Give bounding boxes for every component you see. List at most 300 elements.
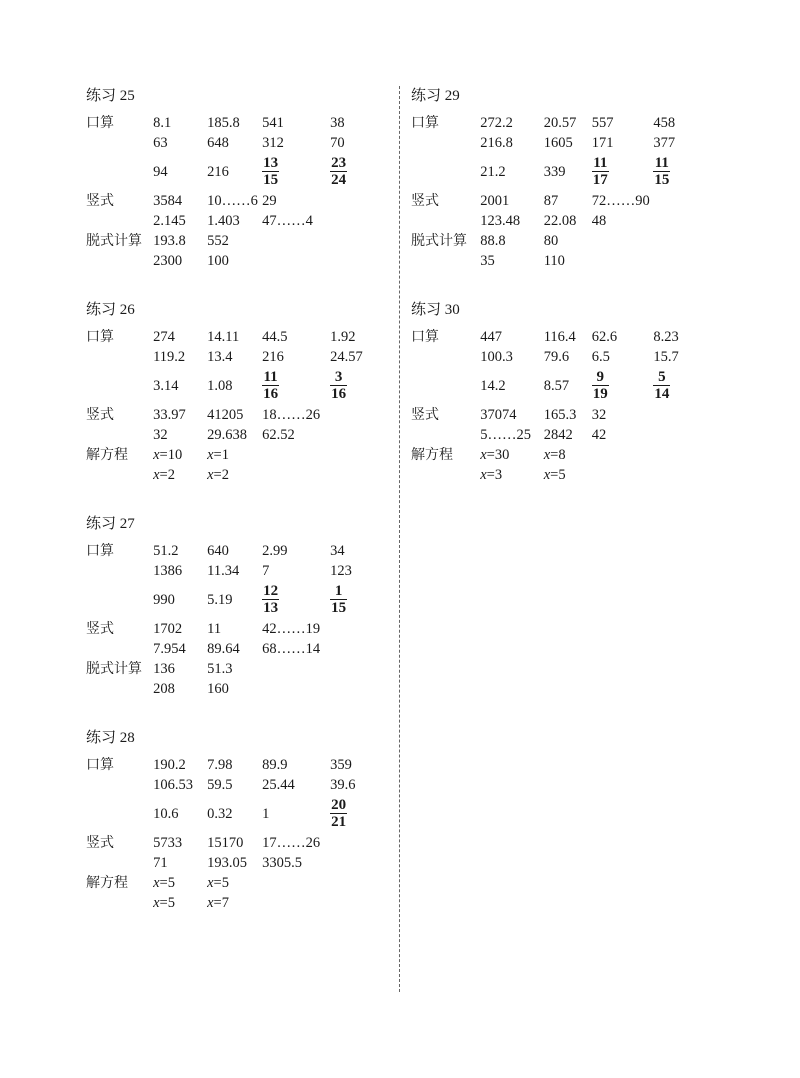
answer-cell: 15.7 (653, 349, 679, 365)
exercise-number: 25 (119, 88, 135, 104)
row-label (86, 153, 153, 191)
answer-cell: 1605 (543, 135, 573, 151)
row-label: 脱式计算 (411, 233, 467, 249)
answer-cell (653, 465, 711, 485)
row-label: 竖式 (86, 621, 114, 637)
row-label: 竖式 (86, 193, 114, 209)
answer-cell: 20.57 (543, 115, 577, 131)
row-label: 解方程 (86, 875, 128, 891)
answer-cell (330, 639, 386, 659)
answer-row (86, 561, 386, 581)
answer-row (411, 113, 711, 133)
exercise-title (86, 512, 386, 534)
answer-cell (544, 445, 592, 465)
answer-cell: 80 (543, 233, 559, 249)
answer-cell: 51.3 (207, 661, 233, 677)
answer-cell: 15170 (207, 835, 244, 851)
answer-cell: 165.3 (543, 407, 577, 423)
answer-cell: 7.98 (207, 757, 233, 773)
answer-cell: 87 (543, 193, 559, 209)
answer-cell: 2842 (543, 427, 573, 443)
answer-cell (330, 367, 386, 405)
equation-variable: x (153, 467, 160, 483)
fraction-denominator: 17 (592, 172, 608, 189)
answer-cell (153, 873, 207, 893)
answer-cell (262, 367, 330, 405)
answer-cell: 190.2 (153, 757, 186, 773)
answer-row (86, 251, 386, 271)
answer-cell (544, 465, 592, 485)
answer-cell (330, 873, 386, 893)
answer-row (86, 659, 386, 679)
answer-cell: 70 (330, 135, 345, 151)
answer-cell: 10.6 (153, 806, 179, 822)
equation-value: =1 (213, 447, 229, 463)
answer-row (86, 367, 386, 405)
row-label (411, 465, 480, 485)
answer-cell (330, 619, 386, 639)
equation-variable: x (207, 875, 214, 891)
answer-row (86, 639, 386, 659)
answer-cell: 62.52 (262, 427, 295, 443)
row-label (86, 639, 153, 659)
answer-row (86, 405, 386, 425)
answer-cell: 8.1 (153, 115, 172, 131)
fraction-denominator: 14 (654, 386, 670, 403)
answer-row (411, 251, 711, 271)
fraction-denominator: 15 (263, 172, 279, 189)
row-label: 口算 (86, 543, 114, 559)
answer-row (411, 231, 711, 251)
answer-row (86, 755, 386, 775)
exercise-section (86, 84, 386, 271)
row-label (86, 347, 153, 367)
answer-cell: 32 (591, 407, 607, 423)
answer-cell (153, 445, 207, 465)
answer-cell: 3584 (153, 193, 183, 209)
row-label: 解方程 (86, 447, 128, 463)
answer-cell (592, 445, 654, 465)
exercise-title-text: 练习 (86, 86, 117, 104)
row-label (411, 347, 480, 367)
answer-cell: 94 (153, 164, 168, 180)
fraction-numerator: 5 (658, 369, 666, 386)
answer-row (411, 465, 711, 485)
row-label (86, 853, 153, 873)
row-label: 脱式计算 (86, 233, 142, 249)
left-column (86, 84, 386, 940)
answer-cell: 48 (591, 213, 607, 229)
answer-cell: 272.2 (480, 115, 513, 131)
answer-cell: 458 (653, 115, 676, 131)
answer-row (86, 679, 386, 699)
row-label (411, 367, 480, 405)
equation-value: =30 (486, 447, 510, 463)
answer-cell: 216 (262, 349, 284, 365)
fraction-denominator: 15 (654, 172, 670, 189)
answer-cell: 2.145 (153, 213, 186, 229)
fraction-denominator: 24 (331, 172, 347, 189)
row-label (86, 795, 153, 833)
answer-cell: 51.2 (153, 543, 179, 559)
answer-cell: 79.6 (543, 349, 570, 365)
answer-cell: 5……25 (480, 427, 531, 443)
row-label (86, 581, 153, 619)
exercise-section (411, 84, 711, 271)
fraction-denominator: 19 (592, 386, 608, 403)
answer-cell: 339 (543, 164, 566, 180)
answer-cell (653, 211, 711, 231)
answer-cell (592, 153, 654, 191)
answer-cell: 552 (207, 233, 229, 249)
answer-cell: 8.23 (653, 329, 679, 345)
answer-cell (592, 251, 654, 271)
exercise-section (411, 298, 711, 485)
answer-cell: 2300 (153, 253, 183, 269)
answer-cell (330, 679, 386, 699)
answer-row (411, 445, 711, 465)
answer-cell: 14.2 (480, 378, 506, 394)
answer-cell: 3305.5 (262, 855, 302, 871)
answer-cell: 89.64 (207, 641, 240, 657)
answer-cell (262, 873, 330, 893)
answer-cell (592, 367, 654, 405)
answer-cell: 216.8 (480, 135, 513, 151)
exercise-section (86, 298, 386, 485)
answer-cell (207, 893, 262, 913)
exercise-title (411, 298, 711, 320)
answer-cell (653, 191, 711, 211)
answer-row (86, 853, 386, 873)
answer-cell (207, 465, 262, 485)
exercise-number: 27 (119, 516, 135, 532)
answer-cell: 1 (262, 806, 270, 822)
equation-value: =5 (550, 467, 566, 483)
exercise-title-text: 练习 (411, 86, 442, 104)
answer-cell: 6.5 (591, 349, 610, 365)
answer-cell (262, 153, 330, 191)
row-label: 脱式计算 (86, 661, 142, 677)
fraction-numerator: 23 (331, 155, 347, 172)
equation-variable: x (153, 895, 160, 911)
answer-cell (653, 251, 711, 271)
answer-cell (207, 873, 262, 893)
answer-cell (262, 465, 330, 485)
row-label (86, 561, 153, 581)
exercise-number: 28 (119, 730, 135, 746)
answer-row (86, 211, 386, 231)
equation-value: =5 (159, 875, 175, 891)
exercise-section (86, 726, 386, 913)
exercise-number: 30 (444, 302, 460, 318)
fraction-denominator: 21 (331, 814, 347, 831)
answer-cell (262, 893, 330, 913)
fraction (330, 797, 347, 830)
row-label (86, 465, 153, 485)
answer-row (411, 367, 711, 405)
answer-cell: 29.638 (207, 427, 247, 443)
exercise-title (86, 298, 386, 320)
fraction-numerator: 3 (334, 369, 343, 386)
row-label: 竖式 (86, 835, 114, 851)
equation-value: =2 (213, 467, 229, 483)
row-label (86, 211, 153, 231)
answer-cell (330, 445, 386, 465)
row-label: 竖式 (86, 407, 114, 423)
answer-cell (330, 251, 386, 271)
answer-cell (262, 251, 330, 271)
answer-cell (330, 795, 386, 833)
answer-cell: 32 (153, 427, 168, 443)
row-label (86, 133, 153, 153)
answer-cell: 21.2 (480, 164, 506, 180)
row-label: 口算 (86, 757, 114, 773)
answer-cell: 42 (591, 427, 607, 443)
answer-cell: 68……14 (262, 641, 321, 657)
answer-cell: 10……6 (207, 193, 258, 209)
answer-cell: 47……4 (262, 213, 313, 229)
answer-row (86, 581, 386, 619)
row-label (86, 775, 153, 795)
answer-cell: 0.32 (207, 806, 233, 822)
answer-cell: 557 (591, 115, 614, 131)
exercise-number: 26 (119, 302, 135, 318)
answer-cell: 106.53 (153, 777, 193, 793)
answer-cell (330, 153, 386, 191)
answer-cell: 8.57 (543, 378, 570, 394)
fraction-numerator: 11 (654, 155, 669, 172)
answer-cell: 63 (153, 135, 168, 151)
equation-variable: x (543, 467, 551, 483)
answer-cell (330, 659, 386, 679)
answer-cell: 1.403 (207, 213, 240, 229)
answer-cell: 447 (480, 329, 502, 345)
equation-variable: x (543, 447, 551, 463)
answer-row (411, 191, 711, 211)
exercise-title-text: 练习 (411, 300, 442, 318)
answer-row (86, 113, 386, 133)
answer-cell (653, 153, 711, 191)
exercise-section (86, 512, 386, 699)
answer-row (86, 133, 386, 153)
answer-cell: 100.3 (480, 349, 513, 365)
equation-value: =2 (159, 467, 175, 483)
answer-cell: 62.6 (591, 329, 618, 345)
row-label: 口算 (86, 329, 114, 345)
answer-cell (207, 445, 262, 465)
answer-cell: 100 (207, 253, 229, 269)
answer-cell: 7.954 (153, 641, 186, 657)
answer-cell: 89.9 (262, 757, 288, 773)
answer-cell: 2.99 (262, 543, 288, 559)
exercise-title (411, 84, 711, 106)
answer-cell: 71 (153, 855, 168, 871)
answer-cell: 34 (330, 543, 345, 559)
answer-cell: 1.92 (330, 329, 356, 345)
answer-cell: 7 (262, 563, 270, 579)
answer-cell: 5.19 (207, 592, 233, 608)
fraction-numerator: 9 (596, 369, 605, 386)
answer-cell: 1386 (153, 563, 183, 579)
answer-cell: 1.08 (207, 378, 233, 394)
answer-cell: 2001 (480, 193, 510, 209)
answer-row (411, 327, 711, 347)
answer-cell: 171 (591, 135, 614, 151)
row-label (411, 153, 480, 191)
row-label: 解方程 (411, 447, 453, 463)
row-label: 竖式 (411, 407, 439, 423)
row-label: 口算 (86, 115, 114, 131)
answer-cell (262, 445, 330, 465)
fraction-numerator: 20 (331, 797, 347, 814)
exercise-title-text: 练习 (86, 728, 117, 746)
fraction (262, 369, 279, 402)
exercise-title (86, 84, 386, 106)
answer-cell: 25.44 (262, 777, 295, 793)
fraction (330, 155, 347, 188)
answer-cell: 11 (207, 621, 222, 637)
answer-cell: 88.8 (480, 233, 506, 249)
equation-variable: x (207, 447, 214, 463)
row-label: 口算 (411, 115, 439, 131)
equation-value: =5 (159, 895, 175, 911)
row-label (86, 367, 153, 405)
equation-value: =8 (550, 447, 566, 463)
answer-cell: 123 (330, 563, 352, 579)
answer-row (86, 541, 386, 561)
answer-cell: 160 (207, 681, 229, 697)
answer-cell (330, 893, 386, 913)
answer-cell: 13.4 (207, 349, 233, 365)
answer-cell: 38 (330, 115, 345, 131)
answer-cell (480, 465, 543, 485)
answer-cell (653, 445, 711, 465)
answer-cell: 119.2 (153, 349, 186, 365)
answer-cell: 640 (207, 543, 229, 559)
equation-variable: x (153, 447, 160, 463)
answer-cell: 193.05 (207, 855, 247, 871)
answer-cell (653, 231, 711, 251)
fraction-denominator: 13 (263, 600, 279, 617)
answer-cell: 193.8 (153, 233, 186, 249)
answer-row (86, 619, 386, 639)
exercise-title (86, 726, 386, 748)
answer-cell: 24.57 (330, 349, 363, 365)
answer-cell: 1702 (153, 621, 183, 637)
answer-cell: 17……26 (262, 835, 321, 851)
answer-cell: 37074 (480, 407, 517, 423)
answer-row (86, 775, 386, 795)
answer-row (86, 231, 386, 251)
answer-cell (330, 581, 386, 619)
answer-cell (330, 833, 386, 853)
answer-row (86, 833, 386, 853)
answer-row (86, 191, 386, 211)
equation-variable: x (480, 447, 487, 463)
row-label (86, 893, 153, 913)
answer-cell: 33.97 (153, 407, 186, 423)
equation-value: =3 (486, 467, 503, 483)
answer-cell: 22.08 (543, 213, 577, 229)
row-label: 竖式 (411, 193, 439, 209)
answer-cell (153, 465, 207, 485)
answer-cell (592, 465, 654, 485)
fraction (330, 583, 347, 616)
answer-cell: 59.5 (207, 777, 233, 793)
answer-row (86, 445, 386, 465)
row-label (411, 251, 480, 271)
answer-cell: 3.14 (153, 378, 179, 394)
column-divider (399, 86, 400, 992)
equation-value: =5 (213, 875, 229, 891)
fraction-numerator: 12 (263, 583, 279, 600)
answer-cell (330, 853, 386, 873)
equation-variable: x (480, 467, 487, 483)
answer-cell: 541 (262, 115, 284, 131)
fraction (330, 369, 347, 402)
answer-cell (480, 445, 543, 465)
fraction (653, 155, 670, 188)
answer-cell: 648 (207, 135, 229, 151)
answer-cell (653, 367, 711, 405)
answer-cell (330, 465, 386, 485)
row-label (411, 425, 480, 445)
answer-cell: 216 (207, 164, 229, 180)
answer-cell (330, 231, 386, 251)
equation-value: =7 (213, 895, 229, 911)
answer-cell: 72……90 (591, 193, 650, 209)
answer-cell: 312 (262, 135, 284, 151)
answer-cell (592, 231, 654, 251)
answer-row (86, 327, 386, 347)
row-label (411, 133, 480, 153)
answer-cell: 39.6 (330, 777, 356, 793)
answer-cell (330, 191, 386, 211)
answer-cell: 185.8 (207, 115, 240, 131)
answer-row (411, 405, 711, 425)
answer-cell (330, 405, 386, 425)
answer-row (86, 465, 386, 485)
answer-cell (330, 425, 386, 445)
right-column (411, 84, 711, 512)
row-label (86, 425, 153, 445)
answer-cell: 11.34 (207, 563, 240, 579)
equation-variable: x (207, 895, 214, 911)
row-label (86, 251, 153, 271)
answer-cell: 990 (153, 592, 175, 608)
row-label (86, 679, 153, 699)
answer-cell: 41205 (207, 407, 244, 423)
answer-cell (330, 211, 386, 231)
answer-cell: 274 (153, 329, 175, 345)
answer-row (86, 893, 386, 913)
answer-cell (262, 581, 330, 619)
fraction (262, 583, 279, 616)
answer-cell: 359 (330, 757, 352, 773)
fraction (653, 369, 670, 402)
equation-variable: x (153, 875, 160, 891)
fraction-denominator: 16 (263, 386, 279, 403)
answer-row (86, 425, 386, 445)
fraction-denominator: 16 (331, 386, 347, 403)
answer-cell: 35 (480, 253, 495, 269)
answer-cell: 116.4 (543, 329, 576, 345)
answer-cell: 110 (543, 253, 565, 269)
fraction-numerator: 13 (263, 155, 279, 172)
exercise-title-text: 练习 (86, 514, 117, 532)
answer-cell: 18……26 (262, 407, 321, 423)
fraction (592, 155, 609, 188)
